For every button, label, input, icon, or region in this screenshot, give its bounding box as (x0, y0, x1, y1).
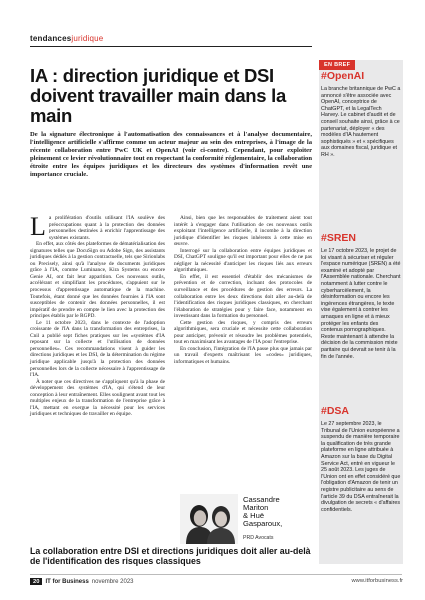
article-paragraph: Cette gestion des risques, y compris des erreurs algorithmiques, sera cruciale et nécessite cette collaboration pour anticiper, prévenir et résoudre les problèmes potentiels, tout en maximisant les avantages de l'IA pour l'entreprise. (174, 319, 312, 346)
page-folio (30, 578, 134, 585)
article-paragraph: La prolifération d'outils utilisant l'IA soulève des préoccupations quant à la protection des données personnelles destinées à enrichir l'apprentissage des systèmes existants. (30, 212, 165, 241)
article-paragraph: À noter que ces directives ne s'appliquent qu'à la phase de développement des systèmes d'IA, qui s'étend de leur conception à leur entraînement. Elles soulignent avant tout les multiples enjeux de la transformation de l'entreprise grâce à l'IA, mettant en exergue la nécessité pour les services juridiques et techniques de travailler en équipe. (30, 378, 165, 418)
article-paragraph: En conclusion, l'intégration de l'IA passe plus que jamais par un travail d'experts maîtrisant les «codes» juridiques, informatiques et humains. (174, 345, 312, 366)
author-names: Cassandre Mariton & Huë Gasparoux, (243, 495, 283, 528)
section-rubric (30, 34, 103, 43)
article-paragraph: Le 11 octobre 2023, dans le contexte de l'adoption croissante de l'IA dans la transformation des entreprises, la Cnil a publié sept fiches pratiques sur les «systèmes d'IA reposant sur la collecte et l'utilisation de données personnelles». Ces recommandations visent à guider les directions juridiques et les DSI, de la détermination du régime juridique applicable jusqu'à la protection des données personnelles lors de la collecte nécessaire à l'apprentissage de l'IA. (30, 319, 165, 379)
header-rule (30, 46, 312, 47)
sidebar-heading-sren: #SREN (321, 232, 357, 244)
sidebar-heading-dsa: #DSA (321, 405, 350, 417)
article-lead: De la signature électronique à l'automatisation des connaissances et à l'analyse documentaire, l'intelligence artificielle s'affirme comme un acteur majeur au sein des entreprises, à l'image de la récente collaboration entre PwC UK et OpenAI (voir ci-contre). Cependant, pour exploiter pleinement ce levier révolutionnaire tout en respectant la conformité réglementaire, la collaboration étroite entre les équipes juridiques et les directeurs des systèmes d'information revêt une importance cruciale. (30, 131, 312, 179)
page-number: 20 (30, 578, 42, 585)
sidebar-text-dsa: Le 27 septembre 2023, le Tribunal de l'Union européenne a suspendu de manière temporaire la qualification de très grande plateforme en ligne attribuée à Amazon sur la base du Digital Service Act, entré en vigueur le 25 août 2023. Les juges de l'Union ont en effet considéré que l'obligation d'Amazon de tenir un registre publicitaire au sens de l'article 39 du DSA entraînerait la divulgation de secrets « d'affaires confidentiels. (321, 421, 401, 513)
article-paragraph: Interrogé sur la collaboration entre équipes juridiques et DSI, ChatGPT souligne qu'il est important pour elles de ne pas négliger la nécessité d'anticiper les risques liés aux erreurs algorithmiques. (174, 247, 312, 274)
sidebar-heading-openai: #OpenAI (321, 70, 365, 82)
sidebar-text-sren: Le 17 octobre 2023, le projet de loi visant à sécuriser et réguler l'espace numérique (SREN) a été examiné et adopté par l'Assemblée nationale. Cherchant notamment à lutter contre le cyberharcèlement, la désinformation ou encore les ingérences étrangères, le texte vise également à contrer les arnaques en ligne et à mieux protéger les enfants des contenus pornographiques. Reste maintenant à attendre la décision de la commission mixte paritaire qui devrait se tenir à la fin de l'année. (321, 248, 401, 360)
footer-rule (30, 574, 402, 575)
article-paragraph: En effet, aux côtés des plateformes de dématérialisation des signatures telles que DocuSign ou Adobe Sign, des assistants juridiques dédiés à la gestion contractuelle, tels que Sirionlabs ou Precisely, ainsi qu'à l'analyse de documents juridiques grâce à l'IA, comme Luminance, Kira Systems ou encore Genie AI, ont fait leur apparition. Ces nouveaux outils, accélérant et simplifiant les procédures, s'appuient sur le processus d'apprentissage automatique de la machine. Toutefois, étant donné que les données fournies à l'IA sont susceptibles de contenir des données personnelles, il est impératif de prendre en compte le lien avec la protection des principes établis par le RGPD. (30, 241, 165, 320)
article-headline: IA : direction juridique et DSI doivent travailler main dans la main (30, 65, 286, 126)
drop-cap: L (30, 212, 46, 241)
sidebar-text-openai: La branche britannique de PwC a annoncé s'être associée avec OpenAI, conceptrice de ChatGPT, et la LegalTech Harvey. Le cabinet d'audit et de conseil souhaite ainsi, grâce à ce partenariat, déployer « des modèles d'IA hautement sophistiqués » et « spécifiques aux domaines fiscal, juridique et RH ». (321, 86, 401, 158)
website-url: www.itforbusiness.fr (351, 578, 403, 584)
publication-name: IT for Business (45, 578, 89, 585)
pull-quote: La collaboration entre DSI et directions juridiques doit aller au-delà de l'identification des risques classiques (30, 546, 311, 566)
article-column-2 (174, 215, 312, 366)
rubric-part-1: tendances (30, 34, 72, 43)
article-paragraph: En effet, il est essentiel d'établir des mécanismes de prévention et de correction, incluant des protocoles de surveillance et des procédures de gestion des erreurs. La collaboration entre les deux directions doit aller au-delà de l'identification des risques juridiques classiques, en cherchant l'élaboration de stratégies pour y faire face, notamment en investissant dans la formation du personnel. (174, 273, 312, 320)
article-column-1 (30, 212, 165, 418)
sidebar-tag: EN BREF (319, 60, 355, 70)
rubric-part-2: juridique (71, 34, 104, 43)
author-organization: PRD Avocats (243, 535, 274, 541)
author-photo (180, 494, 238, 544)
article-paragraph: Ainsi, bien que les responsables de traitement aient tout intérêt à s'engager dans l'utilisation de ces nouveaux outils exploitant l'intelligence artificielle, il incombe à la direction juridique d'identifier les risques inhérents à cette mise en œuvre. (174, 215, 312, 248)
issue-date: novembre 2023 (91, 578, 134, 585)
